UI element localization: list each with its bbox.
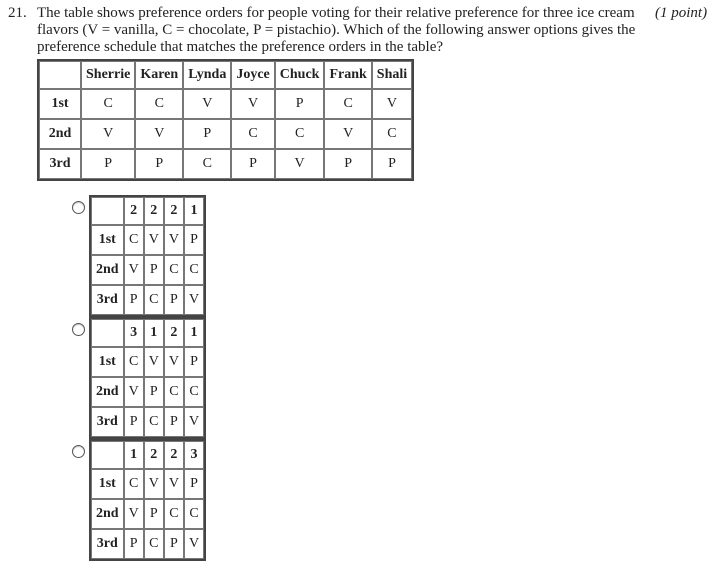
question-number: 21. [8,5,27,21]
flavor-cell: V [184,529,204,559]
flavor-cell: V [124,499,144,529]
flavor-cell: V [184,407,204,437]
header-corner-cell [39,61,81,89]
flavor-cell: C [135,89,183,119]
flavor-cell: C [124,225,144,255]
voter-name: Chuck [275,61,325,89]
flavor-cell: V [231,89,274,119]
flavor-cell: P [144,377,164,407]
flavor-cell: P [135,149,183,179]
count-row [91,441,204,469]
table-row [91,407,204,437]
flavor-cell: V [164,469,184,499]
flavor-cell: V [275,149,325,179]
rank-label: 1st [91,225,124,255]
table-row [91,499,204,529]
radio-button-c[interactable] [72,445,85,458]
table-row [91,255,204,285]
flavor-cell: P [324,149,371,179]
flavor-cell: V [144,469,164,499]
flavor-cell: C [231,119,274,149]
flavor-cell: C [144,285,164,315]
flavor-cell: V [183,89,231,119]
table-row [91,529,204,559]
flavor-cell: C [164,377,184,407]
flavor-cell: V [144,347,164,377]
flavor-cell: C [81,89,135,119]
flavor-cell: V [144,225,164,255]
rank-label: 1st [91,347,124,377]
table-row [91,377,204,407]
flavor-cell: C [164,499,184,529]
table-row [91,347,204,377]
flavor-cell: C [183,149,231,179]
flavor-cell: P [164,285,184,315]
count-corner-cell [91,197,124,225]
question-points: (1 point) [655,5,708,21]
table-row [39,149,412,179]
flavor-cell: V [124,255,144,285]
flavor-cell: P [144,499,164,529]
flavor-cell: P [275,89,325,119]
flavor-cell: P [184,347,204,377]
flavor-cell: P [231,149,274,179]
flavor-cell: V [324,119,371,149]
voter-count: 1 [144,319,164,347]
voter-count: 2 [144,197,164,225]
flavor-cell: P [164,529,184,559]
voter-name: Joyce [231,61,274,89]
table-row [91,285,204,315]
flavor-cell: P [184,469,204,499]
flavor-cell: C [144,529,164,559]
voter-count: 1 [184,197,204,225]
flavor-cell: C [372,119,412,149]
flavor-cell: V [372,89,412,119]
radio-button-a[interactable] [72,201,85,214]
flavor-cell: C [184,499,204,529]
count-corner-cell [91,441,124,469]
voter-count: 1 [124,441,144,469]
flavor-cell: C [275,119,325,149]
flavor-cell: P [184,225,204,255]
flavor-cell: P [124,285,144,315]
flavor-cell: C [124,347,144,377]
rank-label: 2nd [91,499,124,529]
flavor-cell: C [324,89,371,119]
voter-count: 2 [164,197,184,225]
flavor-cell: V [164,347,184,377]
flavor-cell: C [144,407,164,437]
radio-button-b[interactable] [72,323,85,336]
preference-schedule-a [89,195,206,317]
flavor-cell: C [124,469,144,499]
question-text: The table shows preference orders for people voting for their relative preference for three ice cream flavors (V = vanilla, C = chocolate, P = pistachio). Which of the following answer options gives the preference schedule that matches the preference orders in the table? [37,5,636,55]
flavor-cell: V [184,285,204,315]
rank-label: 2nd [91,377,124,407]
voter-count: 3 [124,319,144,347]
flavor-cell: P [164,407,184,437]
voter-count: 2 [164,319,184,347]
table-row [91,469,204,499]
flavor-cell: P [124,407,144,437]
voter-name: Frank [324,61,371,89]
flavor-cell: C [184,377,204,407]
rank-label: 1st [39,89,81,119]
voter-count: 1 [184,319,204,347]
voter-count: 2 [144,441,164,469]
voter-name: Shali [372,61,412,89]
preference-schedule-b [89,317,206,439]
table-row [39,89,412,119]
voter-count: 2 [124,197,144,225]
flavor-cell: V [135,119,183,149]
rank-label: 3rd [91,529,124,559]
count-row [91,197,204,225]
flavor-cell: P [144,255,164,285]
flavor-cell: V [124,377,144,407]
flavor-cell: C [164,255,184,285]
count-row [91,319,204,347]
rank-label: 3rd [91,285,124,315]
flavor-cell: P [183,119,231,149]
voter-header-row [39,61,412,89]
voter-count: 2 [164,441,184,469]
rank-label: 3rd [91,407,124,437]
voter-count: 3 [184,441,204,469]
rank-label: 2nd [39,119,81,149]
voter-name: Karen [135,61,183,89]
table-row [91,225,204,255]
flavor-cell: C [184,255,204,285]
preference-orders-table [37,59,414,181]
flavor-cell: P [124,529,144,559]
table-row [39,119,412,149]
rank-label: 2nd [91,255,124,285]
flavor-cell: P [372,149,412,179]
preference-schedule-c [89,439,206,561]
flavor-cell: V [81,119,135,149]
count-corner-cell [91,319,124,347]
voter-name: Sherrie [81,61,135,89]
flavor-cell: V [164,225,184,255]
rank-label: 3rd [39,149,81,179]
rank-label: 1st [91,469,124,499]
flavor-cell: P [81,149,135,179]
voter-name: Lynda [183,61,231,89]
